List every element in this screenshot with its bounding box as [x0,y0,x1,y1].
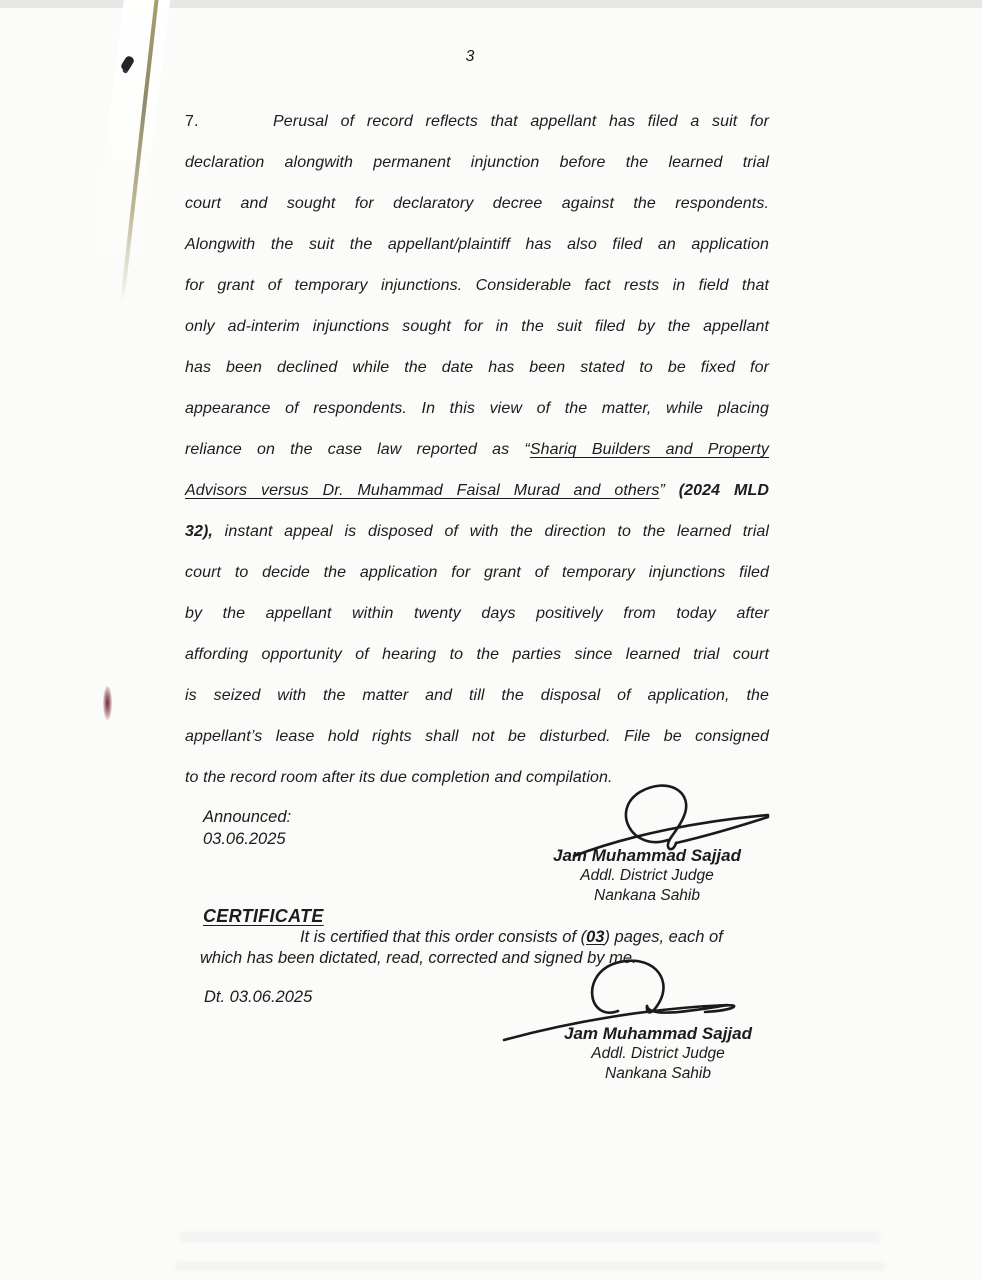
paragraph-text-segment: by the appellant within twenty days positively from today after [185,605,769,622]
certificate-page-count: 03 [586,928,605,946]
signature-tail [676,817,768,843]
signature-block-1 [547,846,747,905]
show-through-band [175,1262,885,1271]
paragraph-line [185,347,769,388]
paragraph-line [185,306,769,347]
red-ink-mark [103,686,112,720]
signature-loop [592,961,663,1013]
judge-title: Addl. District Judge [591,1045,725,1062]
certificate-heading: CERTIFICATE [203,906,324,926]
paragraph-text-segment: only ad-interim injunctions sought for in the suit filed by the appellant [185,318,769,335]
paragraph-text-segment: appearance of respondents. In this view of the matter, while placing [185,400,769,417]
judge-name: Jam Muhammad Sajjad [563,1024,752,1043]
paragraph-text-segment: to the record room after its due completion and compilation. [185,769,613,786]
paragraph-text-segment: affording opportunity of hearing to the parties since learned trial court [185,646,769,663]
paragraph-line [185,552,769,593]
paragraph-line [185,142,769,183]
judge-title: Addl. District Judge [580,867,714,884]
announced-block [203,806,291,850]
certificate-text-post: ) pages, each of [604,928,723,946]
page-number: 3 [465,48,475,65]
staple-mark [120,55,136,72]
scanner-edge-strip [0,0,982,8]
paragraph-text-segment: has been declined while the date has been stated to be fixed for [185,359,769,376]
paragraph-number: 7. [185,113,199,130]
signature-block-2 [553,1024,763,1083]
paragraph-line [185,429,769,470]
signature-tail [647,1005,734,1012]
crease-line [120,0,160,304]
paragraph-text-segment: is seized with the matter and till the disposal of application, the [185,687,769,704]
paragraph-line [185,511,769,552]
certificate-text-pre: It is certified that this order consists of ( [300,928,587,946]
paragraph-line [185,716,769,757]
paragraph-text-segment: for grant of temporary injunctions. Considerable fact rests in field that [185,277,769,294]
paragraph-text-segment: ” [659,482,679,499]
certificate-text-line2: which has been dictated, read, corrected and signed by me. [200,948,637,967]
paragraph-text-segment: reliance on the case law reported as “ [185,441,530,458]
paragraph-line [185,224,769,265]
judge-name: Jam Muhammad Sajjad [552,846,741,865]
paragraph-line [185,388,769,429]
certificate-body [200,927,785,968]
paragraph-text-segment: Alongwith the suit the appellant/plaintiff has also filed an application [185,236,769,253]
dated-line: Dt. 03.06.2025 [204,988,313,1006]
announced-date: 03.06.2025 [203,830,286,848]
paragraph-line [185,757,769,798]
paragraph-text-segment: Perusal of record reflects that appellant has filed a suit for [273,113,769,130]
paragraph-line [185,265,769,306]
paragraph-text-segment: appellant’s lease hold rights shall not be disturbed. File be consigned [185,728,769,745]
paragraph-text-segment: court and sought for declaratory decree against the respondents. [185,195,769,212]
paragraph-line [185,183,769,224]
court-location: Nankana Sahib [594,886,700,904]
paragraph-text-segment: 32), [185,523,213,540]
court-location: Nankana Sahib [605,1064,711,1082]
paragraph-line [185,593,769,634]
paragraph-text-segment: declaration alongwith permanent injunction before the learned trial [185,154,769,171]
paragraph-line [185,675,769,716]
paragraph-line [185,470,769,511]
show-through-band [180,1232,880,1242]
paragraph-text-segment: court to decide the application for grant of temporary injunctions filed [185,564,769,581]
order-paragraph [185,101,769,798]
paragraph-text-segment: Shariq Builders and Property [529,441,769,458]
paragraph-text-segment: Advisors versus Dr. Muhammad Faisal Murad and others [185,482,660,499]
announced-label: Announced: [203,808,292,826]
crease-highlight [90,0,172,282]
paragraph-text-segment: (2024 MLD [678,482,769,499]
paragraph-text-segment: instant appeal is disposed of with the direction to the learned trial [212,523,769,540]
paragraph-line [185,634,769,675]
paragraph-line [185,101,769,142]
